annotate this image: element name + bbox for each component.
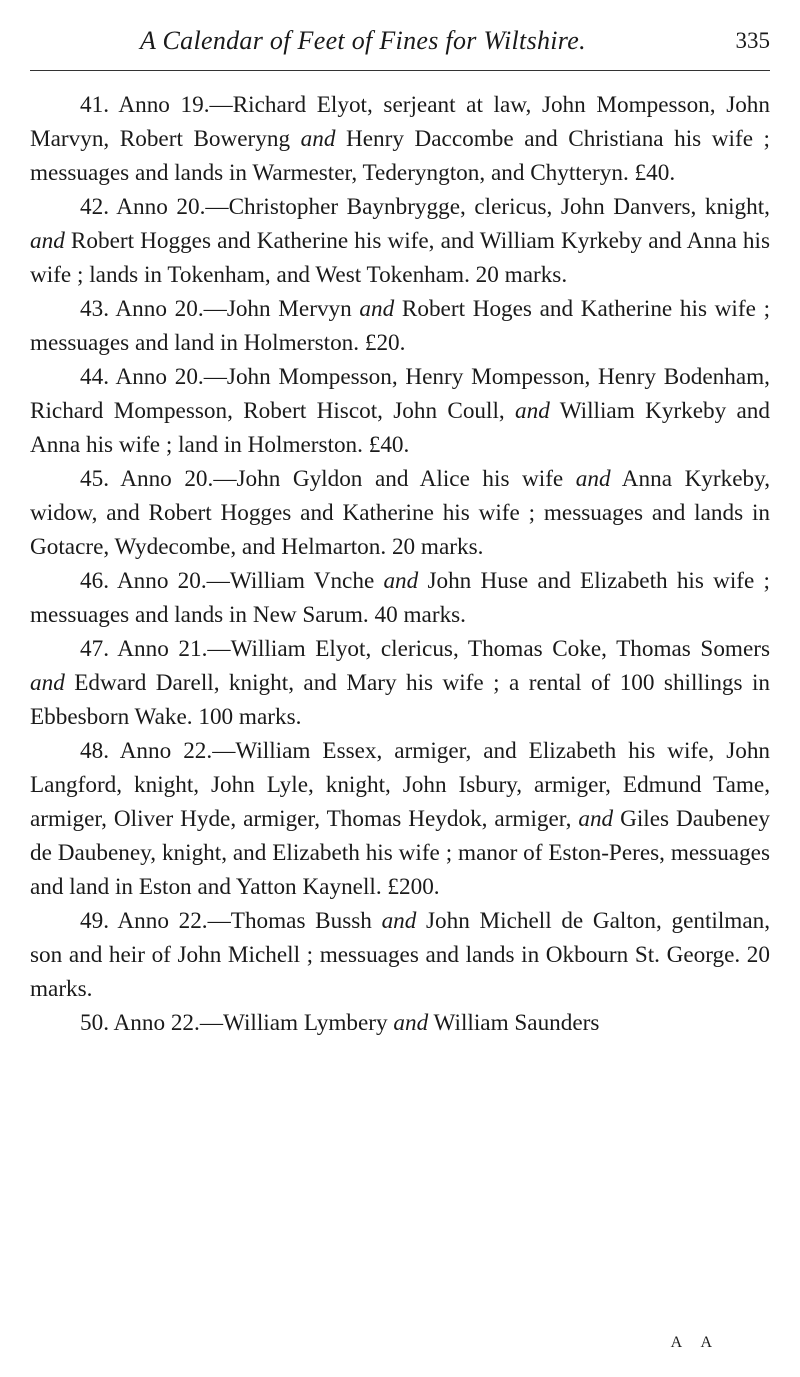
italic-and: and	[381, 908, 417, 934]
entry-regnal-year: Anno 20.	[116, 568, 207, 594]
italic-and: and	[393, 1010, 429, 1036]
entry-number: 41.	[80, 92, 109, 118]
entry-text: —Richard Elyot, serjeant at law, John Mompesson, John Marvyn, Robert Boweryng	[30, 92, 770, 152]
running-head	[30, 22, 770, 62]
italic-and: and	[515, 398, 550, 424]
calendar-entry	[30, 360, 770, 462]
page-number: 335	[735, 28, 770, 53]
calendar-entry	[30, 292, 770, 360]
entry-regnal-year: Anno 22.	[113, 1010, 200, 1036]
entry-regnal-year: Anno 20.	[116, 194, 206, 220]
entry-number: 43.	[80, 296, 109, 322]
italic-and: and	[578, 806, 614, 832]
entry-number: 50.	[80, 1010, 109, 1036]
italic-and: and	[359, 296, 395, 322]
entry-text: —William Vnche	[206, 568, 384, 594]
entry-text: —William Elyot, clericus, Thomas Coke, Thomas Somers	[207, 636, 770, 662]
entry-text: —John Mervyn	[203, 296, 360, 322]
fines-calendar-entries	[30, 88, 770, 1040]
italic-and: and	[300, 126, 336, 152]
entry-number: 45.	[80, 466, 109, 492]
entry-text: —William Essex, armiger, and Elizabeth his wife, John Langford, knight, John Lyle, knight, John Isbury, armiger, Edmund Tame, armiger, Oliver Hyde, armiger, Thomas Heydok, armiger,	[30, 738, 771, 832]
entry-text: Anna Kyrkeby, widow, and Robert Hogges and Katherine his wife ; messuages and lands in Gotacre, Wydecombe, and Helmarton. 20 marks.	[30, 466, 770, 560]
italic-and: and	[575, 466, 611, 492]
calendar-entry	[30, 88, 770, 190]
entry-number: 48.	[80, 738, 109, 764]
calendar-entry	[30, 1006, 770, 1040]
entry-text: John Michell de Galton, gentilman, son and heir of John Michell ; messuages and lands in Okbourn St. George. 20 marks.	[30, 908, 770, 1002]
italic-and: and	[383, 568, 419, 594]
signature-mark: A A	[670, 1334, 720, 1351]
calendar-entry	[30, 904, 770, 1006]
entry-number: 49.	[80, 908, 109, 934]
entry-number: 47.	[80, 636, 109, 662]
entry-number: 42.	[80, 194, 109, 220]
running-title: A Calendar of Feet of Fines for Wiltshire.	[140, 26, 586, 55]
calendar-entry	[30, 564, 770, 632]
entry-regnal-year: Anno 22.	[119, 738, 213, 764]
calendar-entry	[30, 632, 770, 734]
entry-regnal-year: Anno 19.	[118, 92, 210, 118]
entry-text: Edward Darell, knight, and Mary his wife ; a rental of 100 shillings in Ebbesborn Wake. 100 marks.	[30, 670, 770, 730]
italic-and: and	[30, 670, 65, 696]
italic-and: and	[30, 228, 65, 254]
entry-text: William Saunders	[428, 1010, 600, 1036]
entry-regnal-year: Anno 21.	[117, 636, 208, 662]
header-rule	[30, 70, 770, 71]
entry-number: 46.	[80, 568, 109, 594]
entry-regnal-year: Anno 22.	[117, 908, 208, 934]
entry-regnal-year: Anno 20.	[115, 296, 204, 322]
entry-text: —John Mompesson, Henry Mompesson, Henry Bodenham, Richard Mompesson, Robert Hiscot, John Coull,	[30, 364, 770, 424]
entry-regnal-year: Anno 20.	[120, 466, 214, 492]
calendar-entry	[30, 734, 770, 904]
entry-text: John Huse and Elizabeth his wife ; messuages and lands in New Sarum. 40 marks.	[30, 568, 770, 628]
calendar-entry	[30, 462, 770, 564]
entry-text: Robert Hogges and Katherine his wife, and William Kyrkeby and Anna his wife ; lands in Tokenham, and West Tokenham. 20 marks.	[30, 228, 770, 288]
entry-text: Henry Daccombe and Christiana his wife ; messuages and lands in Warmester, Tederyngton, and Chytteryn. £40.	[30, 126, 770, 186]
entry-text: —William Lymbery	[199, 1010, 394, 1036]
entry-text: —Christopher Baynbrygge, clericus, John Danvers, knight,	[205, 194, 770, 220]
entry-text: —Thomas Bussh	[207, 908, 382, 934]
calendar-entry	[30, 190, 770, 292]
entry-number: 44.	[80, 364, 109, 390]
entry-text: Giles Daubeney de Daubeney, knight, and Elizabeth his wife ; manor of Eston-Peres, messuages and land in Eston and Yatton Kaynell. £200.	[30, 806, 770, 900]
entry-regnal-year: Anno 20.	[115, 364, 204, 390]
entry-text: Robert Hoges and Katherine his wife ; messuages and land in Holmerston. £20.	[30, 296, 771, 356]
entry-text: William Kyrkeby and Anna his wife ; land in Holmerston. £40.	[30, 398, 770, 458]
entry-text: —John Gyldon and Alice his wife	[213, 466, 576, 492]
